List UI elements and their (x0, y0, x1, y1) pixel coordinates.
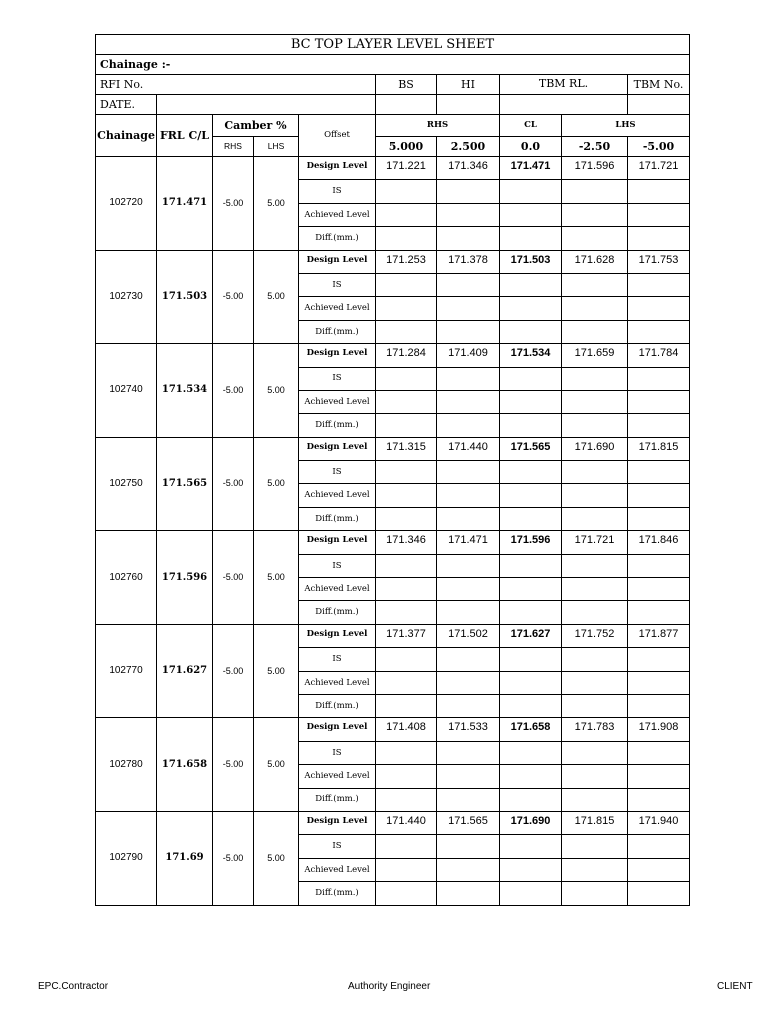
row-frl: 171.627 (157, 624, 213, 718)
level-cell (628, 414, 690, 437)
level-cell (437, 858, 500, 881)
row-label: IS (299, 273, 376, 296)
row-camber-lhs: 5.00 (254, 344, 299, 438)
row-label: Achieved Level (299, 390, 376, 413)
row-label: Design Level (299, 811, 376, 834)
table-row (96, 157, 690, 180)
level-cell: 171.877 (628, 624, 690, 647)
table-row (96, 437, 690, 460)
row-label: Design Level (299, 718, 376, 741)
level-cell (500, 578, 562, 601)
level-cell (437, 765, 500, 788)
row-label: Diff.(mm.) (299, 414, 376, 437)
level-cell: 171.534 (500, 344, 562, 367)
row-frl: 171.471 (157, 157, 213, 251)
row-frl: 171.596 (157, 531, 213, 625)
col-lhs: LHS (562, 115, 690, 137)
row-camber-rhs: -5.00 (213, 624, 254, 718)
level-cell (628, 882, 690, 905)
level-cell (437, 414, 500, 437)
level-cell (437, 203, 500, 226)
level-cell (562, 694, 628, 717)
level-cell (500, 648, 562, 671)
level-cell (437, 835, 500, 858)
row-label: Achieved Level (299, 484, 376, 507)
bs-label: BS (376, 75, 437, 95)
level-cell (500, 507, 562, 530)
row-camber-rhs: -5.00 (213, 250, 254, 344)
tbm-no-label: TBM No. (628, 75, 690, 95)
level-cell (437, 554, 500, 577)
level-cell: 171.409 (437, 344, 500, 367)
level-cell (437, 578, 500, 601)
level-cell (500, 297, 562, 320)
level-cell (562, 507, 628, 530)
level-cell (376, 203, 437, 226)
level-cell (437, 461, 500, 484)
col-frl: FRL C/L (157, 115, 213, 157)
col-chainage: Chainage (96, 115, 157, 157)
level-cell (500, 390, 562, 413)
level-cell: 171.440 (376, 811, 437, 834)
row-label: Diff.(mm.) (299, 320, 376, 343)
level-cell (562, 765, 628, 788)
level-cell (628, 367, 690, 390)
date-value (157, 95, 376, 115)
row-camber-rhs: -5.00 (213, 718, 254, 812)
level-cell (628, 858, 690, 881)
level-cell (500, 180, 562, 203)
level-cell: 171.253 (376, 250, 437, 273)
level-cell (376, 507, 437, 530)
row-frl: 171.658 (157, 718, 213, 812)
table-row (96, 718, 690, 741)
level-cell (376, 858, 437, 881)
level-cell: 171.565 (437, 811, 500, 834)
level-cell (562, 671, 628, 694)
level-cell (376, 741, 437, 764)
level-cell (437, 671, 500, 694)
level-cell: 171.659 (562, 344, 628, 367)
bs-value (376, 95, 437, 115)
row-label: IS (299, 648, 376, 671)
row-chainage: 102760 (96, 531, 157, 625)
level-cell: 171.502 (437, 624, 500, 647)
level-cell (500, 765, 562, 788)
level-cell: 171.533 (437, 718, 500, 741)
footer-epc-contractor: EPC.Contractor (38, 981, 109, 992)
level-cell (437, 180, 500, 203)
level-cell (628, 578, 690, 601)
row-chainage: 102730 (96, 250, 157, 344)
level-cell (437, 367, 500, 390)
level-cell (437, 484, 500, 507)
row-label: IS (299, 741, 376, 764)
level-cell (376, 273, 437, 296)
level-cell (376, 297, 437, 320)
table-row (96, 344, 690, 367)
hi-value (437, 95, 500, 115)
level-cell: 171.503 (500, 250, 562, 273)
level-cell (628, 180, 690, 203)
level-cell (562, 414, 628, 437)
rfi-label: RFI No. (96, 75, 157, 95)
row-chainage: 102770 (96, 624, 157, 718)
level-cell (628, 741, 690, 764)
level-cell (437, 788, 500, 811)
level-sheet-table (95, 34, 690, 906)
table-row (96, 624, 690, 647)
level-cell (376, 227, 437, 250)
row-label: Diff.(mm.) (299, 507, 376, 530)
level-cell (500, 367, 562, 390)
level-cell (437, 882, 500, 905)
level-cell (562, 788, 628, 811)
level-cell (376, 320, 437, 343)
tbm-no-value (628, 95, 690, 115)
level-cell (500, 227, 562, 250)
level-cell (500, 554, 562, 577)
level-cell: 171.690 (562, 437, 628, 460)
row-label: IS (299, 367, 376, 390)
level-cell: 171.628 (562, 250, 628, 273)
row-chainage: 102790 (96, 811, 157, 905)
level-cell (628, 671, 690, 694)
row-camber-rhs: -5.00 (213, 531, 254, 625)
level-cell: 171.815 (562, 811, 628, 834)
row-label: IS (299, 835, 376, 858)
row-chainage: 102720 (96, 157, 157, 251)
offset-value: 2.500 (437, 137, 500, 157)
level-cell: 171.658 (500, 718, 562, 741)
level-cell (376, 694, 437, 717)
row-camber-lhs: 5.00 (254, 531, 299, 625)
level-cell (562, 578, 628, 601)
level-cell (562, 554, 628, 577)
level-cell (437, 741, 500, 764)
level-cell (500, 320, 562, 343)
level-cell (500, 601, 562, 624)
row-label: Achieved Level (299, 765, 376, 788)
chainage-label: Chainage :- (96, 55, 690, 75)
offset-value: 0.0 (500, 137, 562, 157)
row-camber-lhs: 5.00 (254, 437, 299, 531)
level-cell (437, 694, 500, 717)
level-cell (500, 273, 562, 296)
level-cell: 171.596 (500, 531, 562, 554)
row-label: Design Level (299, 250, 376, 273)
col-camber-rhs: RHS (213, 137, 254, 157)
level-cell (500, 203, 562, 226)
level-cell (562, 180, 628, 203)
col-camber: Camber % (213, 115, 299, 137)
level-cell (437, 601, 500, 624)
level-cell: 171.377 (376, 624, 437, 647)
row-camber-lhs: 5.00 (254, 250, 299, 344)
row-label: Diff.(mm.) (299, 227, 376, 250)
col-cl: CL (500, 115, 562, 137)
date-label: DATE. (96, 95, 157, 115)
level-cell: 171.346 (376, 531, 437, 554)
level-cell: 171.440 (437, 437, 500, 460)
level-cell (562, 484, 628, 507)
row-label: Achieved Level (299, 203, 376, 226)
level-cell: 171.408 (376, 718, 437, 741)
row-frl: 171.503 (157, 250, 213, 344)
level-cell (437, 297, 500, 320)
level-cell: 171.752 (562, 624, 628, 647)
level-cell (562, 227, 628, 250)
row-label: Diff.(mm.) (299, 882, 376, 905)
level-cell (562, 461, 628, 484)
level-cell (562, 367, 628, 390)
row-label: Achieved Level (299, 671, 376, 694)
row-label: IS (299, 180, 376, 203)
row-frl: 171.534 (157, 344, 213, 438)
sheet-title: BC TOP LAYER LEVEL SHEET (96, 35, 690, 55)
level-cell (628, 507, 690, 530)
level-cell (628, 554, 690, 577)
row-label: Design Level (299, 624, 376, 647)
row-label: Diff.(mm.) (299, 694, 376, 717)
level-cell (437, 507, 500, 530)
level-cell (628, 788, 690, 811)
table-row (96, 811, 690, 834)
level-cell (628, 227, 690, 250)
row-label: Design Level (299, 157, 376, 180)
level-cell (562, 835, 628, 858)
row-label: Design Level (299, 437, 376, 460)
level-cell: 171.846 (628, 531, 690, 554)
offset-value: 5.000 (376, 137, 437, 157)
row-chainage: 102740 (96, 344, 157, 438)
row-label: Design Level (299, 344, 376, 367)
level-cell (500, 858, 562, 881)
level-cell: 171.471 (437, 531, 500, 554)
footer-client: CLIENT (717, 981, 753, 992)
col-rhs: RHS (376, 115, 500, 137)
level-cell (628, 601, 690, 624)
level-cell (562, 858, 628, 881)
level-cell (628, 765, 690, 788)
row-chainage: 102780 (96, 718, 157, 812)
level-cell (628, 648, 690, 671)
level-cell (628, 835, 690, 858)
row-label: Achieved Level (299, 858, 376, 881)
level-cell (500, 882, 562, 905)
level-cell (562, 648, 628, 671)
level-cell (628, 203, 690, 226)
tbm-rl-value (500, 95, 628, 115)
level-cell (562, 273, 628, 296)
level-cell: 171.784 (628, 344, 690, 367)
level-cell: 171.721 (562, 531, 628, 554)
row-camber-lhs: 5.00 (254, 718, 299, 812)
level-cell (562, 203, 628, 226)
level-cell: 171.378 (437, 250, 500, 273)
row-camber-rhs: -5.00 (213, 344, 254, 438)
level-cell (376, 882, 437, 905)
level-cell (376, 671, 437, 694)
level-cell (500, 414, 562, 437)
row-camber-lhs: 5.00 (254, 624, 299, 718)
level-cell (376, 484, 437, 507)
level-cell (628, 484, 690, 507)
row-label: IS (299, 554, 376, 577)
level-cell (562, 320, 628, 343)
level-cell (628, 297, 690, 320)
level-cell: 171.471 (500, 157, 562, 180)
level-cell (376, 390, 437, 413)
level-cell (376, 648, 437, 671)
level-cell (376, 788, 437, 811)
level-cell (500, 484, 562, 507)
offset-value: -2.50 (562, 137, 628, 157)
level-cell: 171.690 (500, 811, 562, 834)
level-cell (500, 741, 562, 764)
level-cell: 171.346 (437, 157, 500, 180)
rfi-value (157, 75, 376, 95)
row-label: Design Level (299, 531, 376, 554)
col-offset: Offset (299, 115, 376, 157)
level-cell (628, 694, 690, 717)
table-row (96, 250, 690, 273)
col-camber-lhs: LHS (254, 137, 299, 157)
level-cell (376, 554, 437, 577)
tbm-rl-label: TBM RL. (500, 75, 628, 95)
level-cell (376, 601, 437, 624)
level-cell (562, 601, 628, 624)
level-cell (437, 273, 500, 296)
level-cell (376, 835, 437, 858)
row-label: Achieved Level (299, 297, 376, 320)
table-row (96, 531, 690, 554)
level-cell (376, 578, 437, 601)
level-cell (437, 648, 500, 671)
row-camber-rhs: -5.00 (213, 157, 254, 251)
row-frl: 171.565 (157, 437, 213, 531)
level-cell: 171.221 (376, 157, 437, 180)
level-cell (437, 320, 500, 343)
level-cell: 171.627 (500, 624, 562, 647)
level-cell (500, 694, 562, 717)
level-cell: 171.908 (628, 718, 690, 741)
level-cell (500, 461, 562, 484)
level-cell: 171.315 (376, 437, 437, 460)
level-cell: 171.940 (628, 811, 690, 834)
row-camber-lhs: 5.00 (254, 811, 299, 905)
row-camber-lhs: 5.00 (254, 157, 299, 251)
row-camber-rhs: -5.00 (213, 437, 254, 531)
level-cell (500, 835, 562, 858)
level-cell (628, 273, 690, 296)
row-frl: 171.69 (157, 811, 213, 905)
row-chainage: 102750 (96, 437, 157, 531)
level-cell: 171.783 (562, 718, 628, 741)
row-label: Diff.(mm.) (299, 601, 376, 624)
hi-label: HI (437, 75, 500, 95)
level-cell (628, 390, 690, 413)
level-cell (376, 461, 437, 484)
level-cell (376, 414, 437, 437)
level-cell (628, 320, 690, 343)
level-cell: 171.565 (500, 437, 562, 460)
level-cell (437, 390, 500, 413)
level-cell (376, 765, 437, 788)
row-label: Achieved Level (299, 578, 376, 601)
row-label: IS (299, 461, 376, 484)
level-cell (562, 297, 628, 320)
offset-value: -5.00 (628, 137, 690, 157)
level-cell (376, 367, 437, 390)
level-cell (562, 390, 628, 413)
level-cell (628, 461, 690, 484)
level-cell (562, 741, 628, 764)
footer-authority-engineer: Authority Engineer (348, 981, 431, 992)
level-cell: 171.815 (628, 437, 690, 460)
level-cell (562, 882, 628, 905)
level-cell: 171.721 (628, 157, 690, 180)
row-camber-rhs: -5.00 (213, 811, 254, 905)
level-cell: 171.284 (376, 344, 437, 367)
level-cell (437, 227, 500, 250)
level-cell: 171.753 (628, 250, 690, 273)
level-cell (500, 788, 562, 811)
level-cell: 171.596 (562, 157, 628, 180)
level-cell (376, 180, 437, 203)
level-cell (500, 671, 562, 694)
row-label: Diff.(mm.) (299, 788, 376, 811)
